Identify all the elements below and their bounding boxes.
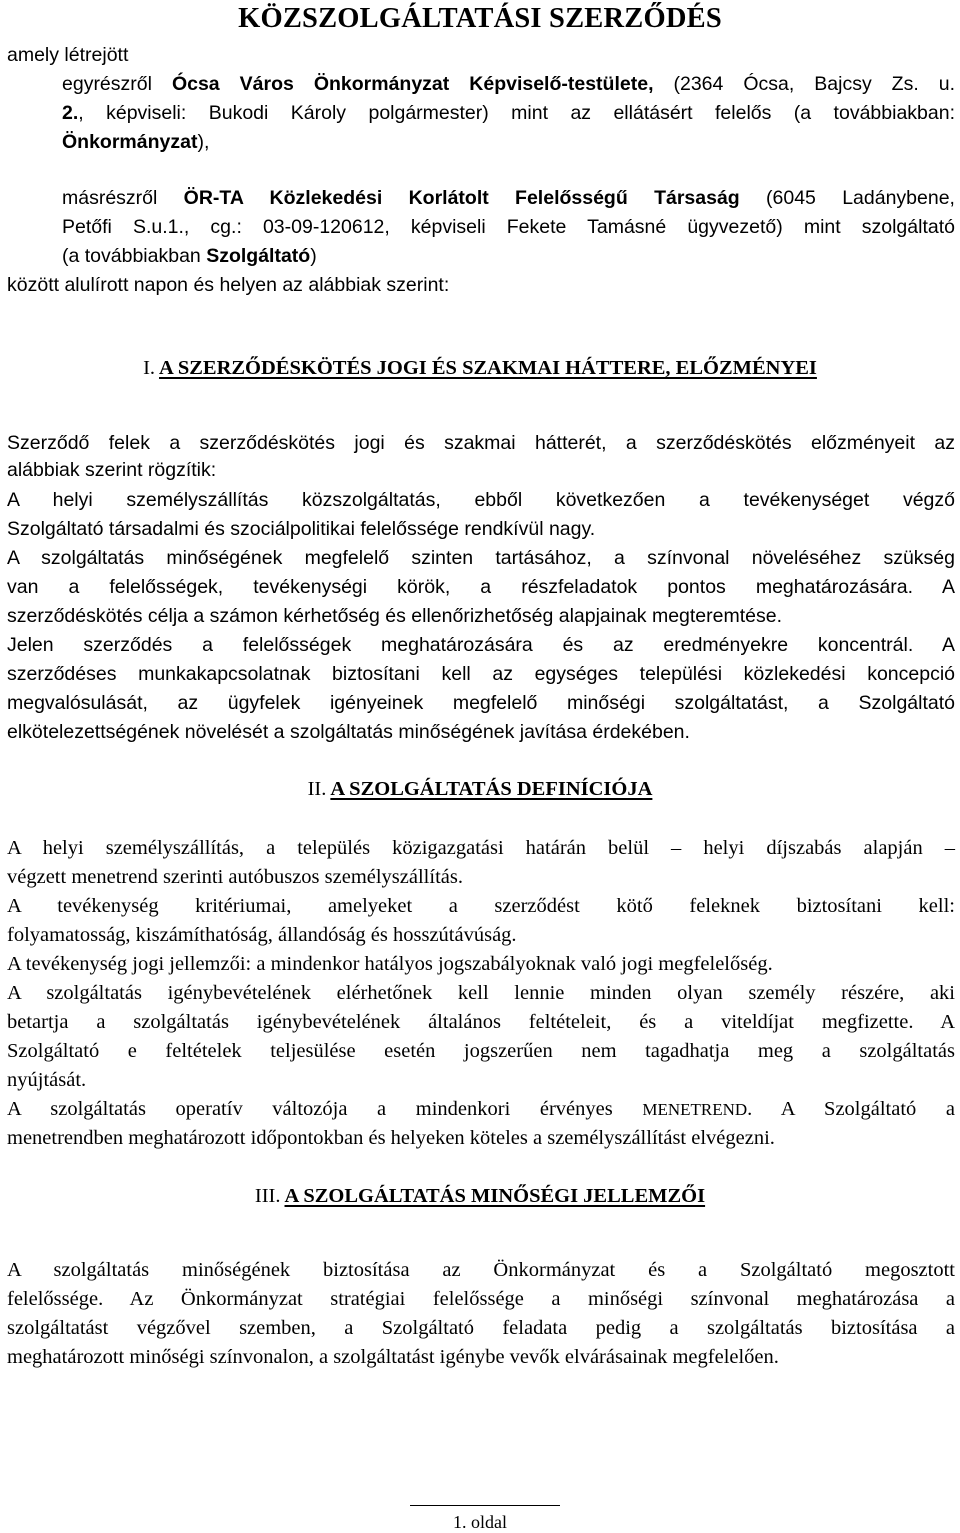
section-1-line: Szerződő felek a szerződéskötés jogi és szakmai hátterét, a szerződéskötés előzményeit az <box>7 432 955 454</box>
section-1-title: A SZERZŐDÉSKÖTÉS JOGI ÉS SZAKMAI HÁTTERE, ELŐZMÉNYEI <box>159 357 817 379</box>
section-1-heading <box>0 354 960 383</box>
party1-lead: egyrészről <box>62 73 152 95</box>
party2-line-3-c: ) <box>310 245 317 267</box>
section-3-line: A szolgáltatás minőségének biztosítása az Önkormányzat és a Szolgáltató megosztott <box>7 1259 955 1281</box>
section-1-line: Szolgáltató társadalmi és szociálpolitikai felelőssége rendkívül nagy. <box>7 518 596 540</box>
party1-line-3-rest: ), <box>197 131 210 153</box>
party2-address: (6045 Ladánybene, <box>766 187 955 209</box>
section-1-number: I. <box>143 357 156 379</box>
section-1-line: megvalósulását, az ügyfelek igényeinek megfelelő minőségi szolgáltatást, a Szolgáltató <box>7 692 955 714</box>
section-1-line: van a felelősségek, tevékenységi körök, a részfeladatok pontos meghatározására. A <box>7 576 955 598</box>
document-title: KÖZSZOLGÁLTATÁSI SZERZŐDÉS <box>238 3 722 34</box>
party1-line-2 <box>62 99 955 128</box>
section-2-line: betartja a szolgáltatás igénybevételének általános feltételeit, és a viteldíjat megfizette. A <box>7 1011 955 1033</box>
section-2-line: A szolgáltatás igénybevételének elérhetőnek kell lennie minden olyan személy részére, aki <box>7 982 955 1004</box>
party1-name: Ócsa Város Önkormányzat Képviselő-testülete, <box>171 73 654 95</box>
section-3-line: meghatározott minőségi színvonalon, a szolgáltatást igénybe vevők elvárásainak megfelelően. <box>7 1346 779 1368</box>
section-2-line: folyamatosság, kiszámíthatóság, állandóság és hosszútávúság. <box>7 924 517 946</box>
section-2-line: A helyi személyszállítás, a település közigazgatási határán belül – helyi díjszabás alapján – <box>7 837 955 859</box>
section-1-line: A szolgáltatás minőségének megfelelő szinten tartásához, a színvonal növeléséhez szükség <box>7 547 955 569</box>
section-1-line: A helyi személyszállítás közszolgáltatás, ebből következően a tevékenységet végző <box>7 489 955 511</box>
section-2-line-10-b: . A Szolgáltató a <box>747 1098 955 1120</box>
section-3-number: III. <box>254 1185 281 1207</box>
section-2-line: Szolgáltató e feltételek teljesülése esetén jogszerűen nem tagadhatja meg a szolgáltatás <box>7 1040 955 1062</box>
party1-line-1 <box>62 70 955 99</box>
footer-divider <box>410 1505 560 1506</box>
section-3-line: felelőssége. Az Önkormányzat stratégiai felelőssége a minőségi színvonal meghatározása a <box>7 1288 955 1310</box>
intro-closing: között alulírott napon és helyen az alábbiak szerint: <box>7 274 450 296</box>
section-3-title: A SZOLGÁLTATÁS MINŐSÉGI JELLEMZŐI <box>284 1185 706 1207</box>
section-3-heading <box>0 1182 960 1211</box>
party2-lead: másrészről <box>62 187 158 209</box>
party1-address: (2364 Ócsa, Bajcsy Zs. u. <box>673 73 956 95</box>
party1-short-name: Önkormányzat <box>62 131 198 153</box>
intro-line: amely létrejött <box>7 44 129 66</box>
party1-representative: , képviseli: Bukodi Károly polgármester) mint az ellátásért felelős (a továbbiakban: <box>78 102 955 124</box>
section-2-title: A SZOLGÁLTATÁS DEFINÍCIÓJA <box>330 778 653 800</box>
section-1-line: elkötelezettségének növelését a szolgáltatás minőségének javítása érdekében. <box>7 721 690 743</box>
section-2-number: II. <box>307 778 327 800</box>
section-2-heading <box>0 775 960 804</box>
section-2-line: végzett menetrend szerinti autóbuszos személyszállítás. <box>7 866 463 888</box>
section-2-line-10-a: A szolgáltatás operatív változója a mindenkori érvényes <box>7 1098 613 1120</box>
section-1-line: Jelen szerződés a felelősségek meghatározására és az eredményekre koncentrál. A <box>7 634 955 656</box>
page-number: 1. oldal <box>453 1512 507 1532</box>
party2-line-1 <box>62 184 955 213</box>
section-1-line: szerződéskötés célja a számon kérhetőség és ellenőrizhetőség alapjainak megteremtése. <box>7 605 783 627</box>
party2-short-name: Szolgáltató <box>206 245 311 267</box>
section-2-line <box>7 1095 955 1124</box>
section-3-line: szolgáltatást végzővel szemben, a Szolgáltató feladata pedig a szolgáltatás biztosítása a <box>7 1317 955 1339</box>
party2-registry: : 03-09-120612, képviseli Fekete Tamásné ügyvezető) mint szolgáltató <box>236 216 955 238</box>
party1-address-number: 2. <box>62 102 79 124</box>
section-2-line: menetrendben meghatározott időpontokban és helyeken köteles a személyszállítást elvégezni. <box>7 1127 775 1149</box>
section-2-line: A tevékenység kritériumai, amelyeket a szerződést kötő feleknek biztosítani kell: <box>7 895 955 917</box>
party2-line-3 <box>62 242 317 271</box>
timetable-term: MENETREND <box>642 1100 748 1119</box>
section-2-line: nyújtását. <box>7 1069 87 1091</box>
section-2-line: A tevékenység jogi jellemzői: a mindenkor hatályos jogszabályoknak való jogi megfelelőség. <box>7 953 773 975</box>
section-1-line: szerződéses munkakapcsolatnak biztosítani kell az egységes települési közlekedési koncepció <box>7 663 955 685</box>
party2-address-rest: Petőfi S.u.1., cg. <box>62 216 237 238</box>
section-1-line: alábbiak szerint rögzítik: <box>7 459 217 481</box>
party2-line-3-a: (a továbbiakban <box>62 245 201 267</box>
party1-line-3 <box>62 128 209 157</box>
party2-name: ÖR-TA Közlekedési Korlátolt Felelősségű Társaság <box>183 187 740 209</box>
party2-line-2 <box>62 213 955 242</box>
